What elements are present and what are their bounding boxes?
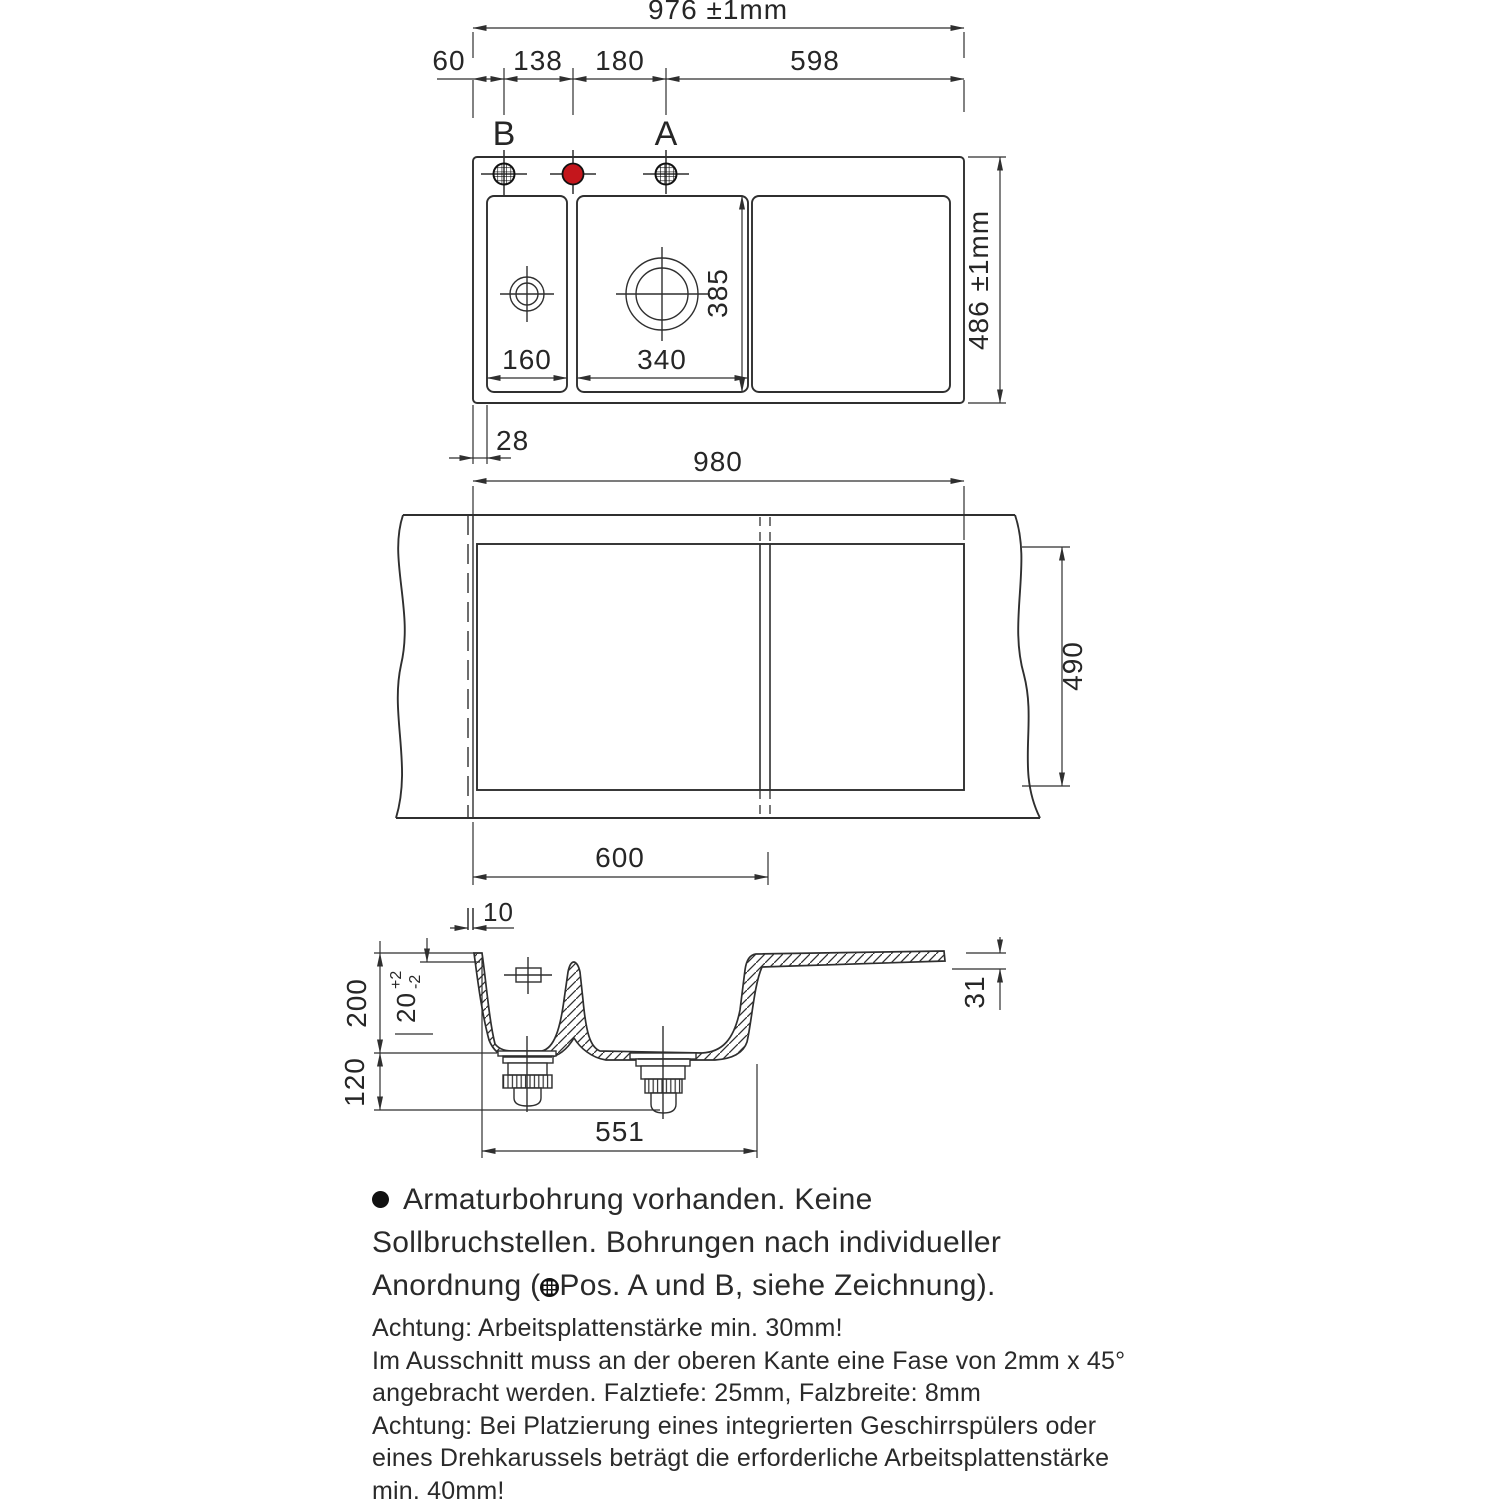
faucet-hole-b-icon: [494, 164, 515, 185]
note-armatur-line3-post: Pos. A und B, siehe Zeichnung).: [559, 1269, 996, 1302]
faucet-hole-a-icon: [656, 164, 677, 185]
drain-main: [616, 247, 710, 341]
section-dimensions: [374, 937, 1006, 1158]
overflow-marker: [504, 957, 552, 994]
drill-position-icon: [540, 1278, 559, 1297]
dim-total-depth: 200: [341, 978, 372, 1028]
dim-cabinet-width: 600: [595, 842, 645, 873]
faucet-hole-standard-icon: [563, 164, 584, 185]
dim-board-thickness: 31: [959, 975, 990, 1009]
note-warnings: [372, 1312, 1162, 1500]
dim-rim-thickness-group: [388, 971, 424, 1023]
section-body: [474, 951, 945, 1060]
cutout-rect: [477, 544, 964, 790]
dim-total-height: 486 ±1mm: [963, 209, 994, 351]
dim-reveal: 10: [483, 897, 514, 927]
dim-seg-598: 598: [790, 45, 840, 76]
warning-line: Im Ausschnitt muss an der oberen Kante eine Fase von 2mm x 45°: [372, 1346, 1126, 1375]
note-armatur-line1-text: Armaturbohrung vorhanden. Keine: [403, 1183, 873, 1216]
dim-seg-180: 180: [595, 45, 645, 76]
drain-small: [500, 266, 554, 322]
dim-under-depth: 120: [339, 1057, 370, 1107]
warning-line: min. 40mm!: [372, 1476, 505, 1500]
warning-line: angebracht werden. Falztiefe: 25mm, Falzbreite: 8mm: [372, 1379, 982, 1408]
dim-total-width: 976 ±1mm: [647, 0, 789, 25]
drainboard-outline: [752, 196, 950, 392]
warning-line: eines Drehkarussels beträgt die erforderliche Arbeitsplattenstärke: [372, 1444, 1110, 1473]
note-armatur-line2: [372, 1221, 1132, 1264]
hole-label-b: B: [492, 115, 516, 153]
note-armatur-line1: [372, 1178, 1132, 1221]
cabinet-wall-lines: [760, 544, 770, 790]
break-line-right: [1015, 515, 1040, 818]
top-view: [432, 0, 1006, 464]
dim-rim-tol-minus: -2: [407, 974, 424, 989]
cutout-view: [396, 446, 1088, 930]
dim-bowl2-width: 340: [637, 344, 687, 375]
dim-bowl-depth: 385: [702, 268, 733, 318]
warning-line: Achtung: Arbeitsplattenstärke min. 30mm!: [372, 1314, 843, 1342]
dim-cutout-height: 490: [1057, 641, 1088, 691]
dim-rim-tol-plus: +2: [388, 970, 405, 989]
strainer-main: [630, 1026, 696, 1119]
warning-line: Achtung: Bei Platzierung eines integrierten Geschirrspülers oder: [372, 1411, 1097, 1440]
section-view: [339, 937, 1006, 1158]
dim-edge-offset: 28: [496, 425, 530, 456]
note-armatur: [372, 1178, 1132, 1307]
break-line-left: [396, 515, 405, 818]
dim-seg-60: 60: [432, 45, 466, 76]
note-armatur-line3: [372, 1264, 1132, 1307]
hole-label-a: A: [654, 115, 678, 153]
top-view-dimensions: [437, 28, 1006, 464]
note-armatur-line2-text: Sollbruchstellen. Bohrungen nach individueller: [372, 1226, 1002, 1259]
dim-bowl1-width: 160: [502, 344, 552, 375]
dim-bowls-width: 551: [595, 1116, 645, 1147]
dim-rim-thickness: 20: [391, 992, 421, 1023]
dim-seg-138: 138: [513, 45, 563, 76]
note-armatur-line3-pre: Anordnung (: [372, 1269, 541, 1302]
bullet-dot-icon: [372, 1191, 389, 1208]
dim-cutout-width: 980: [693, 446, 743, 477]
